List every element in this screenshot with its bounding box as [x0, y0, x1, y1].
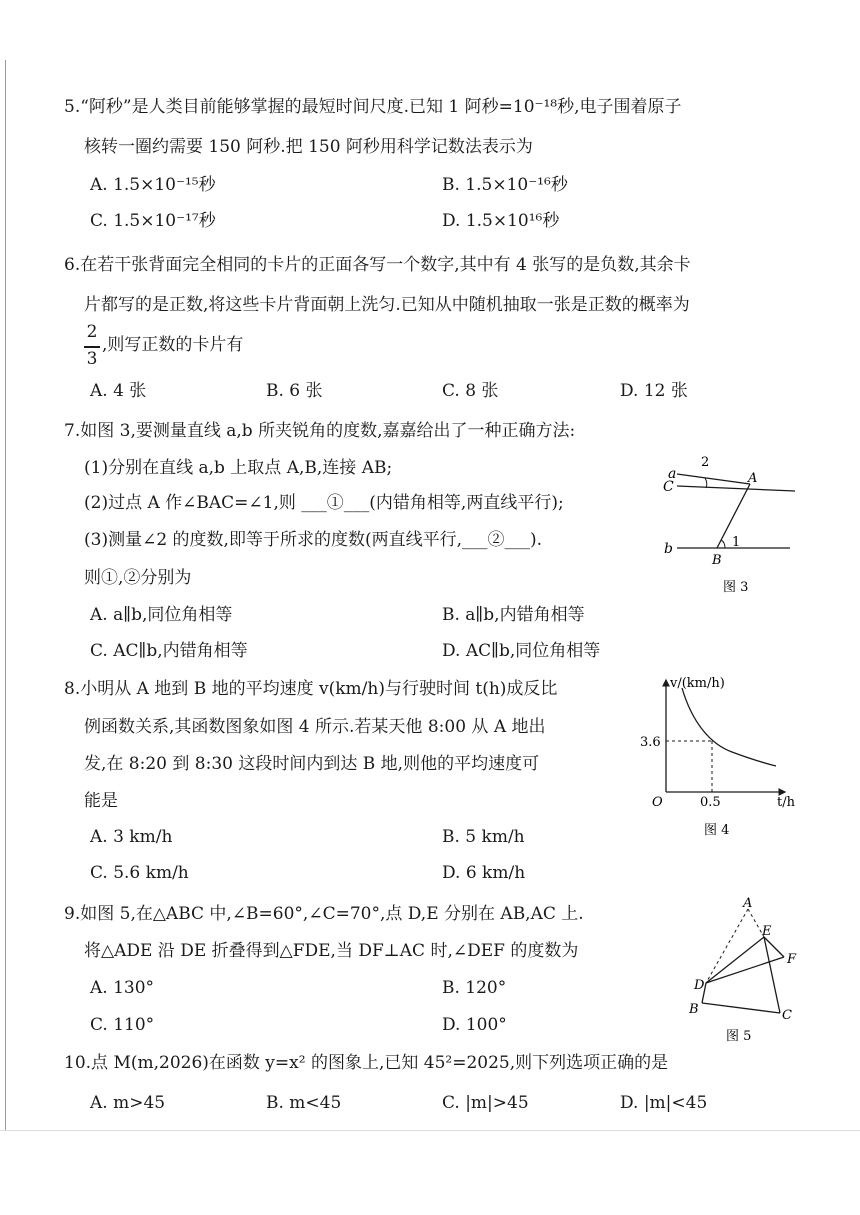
q6-option-d: D. 12 张 — [620, 381, 688, 401]
fig5-label-D: D — [694, 978, 705, 993]
q7-line1: 7.如图 3,要测量直线 a,b 所夹锐角的度数,嘉嘉给出了一种正确方法: — [64, 421, 576, 441]
figure-3 — [655, 450, 805, 600]
q9-option-c: C. 110° — [90, 1015, 155, 1035]
q6-fraction-numerator: 2 — [86, 322, 98, 342]
q10-option-c: C. |m|>45 — [442, 1093, 529, 1113]
fig4-caption: 图 4 — [704, 823, 730, 838]
fig3-label-B: B — [712, 553, 722, 568]
q8-line3: 发,在 8:20 到 8:30 这段时间内到达 B 地,则他的平均速度可 — [84, 754, 540, 774]
q10-line1: 10.点 M(m,2026)在函数 y=x² 的图象上,已知 45²=2025,则下列选项正确的是 — [64, 1053, 669, 1073]
q7-line3: (2)过点 A 作∠BAC=∠1,则 ___①___(内错角相等,两直线平行); — [84, 493, 564, 513]
fig3-label-1: 1 — [732, 535, 741, 550]
fig3-angle-1-arc — [721, 540, 725, 548]
q7-line4: (3)测量∠2 的度数,即等于所求的度数(两直线平行,___②___). — [84, 530, 543, 550]
q6-option-b: B. 6 张 — [266, 381, 323, 401]
fig5-caption: 图 5 — [726, 1029, 752, 1044]
q6-line3: ,则写正数的卡片有 — [102, 335, 244, 355]
fig3-angle-2-arc — [705, 478, 707, 488]
q5-option-d: D. 1.5×10¹⁶秒 — [442, 211, 560, 231]
q5-option-a: A. 1.5×10⁻¹⁵秒 — [90, 175, 216, 195]
q7-option-b: B. a∥b,内错角相等 — [442, 605, 585, 625]
q10-option-b: B. m<45 — [266, 1093, 342, 1113]
q6-option-a: A. 4 张 — [90, 381, 147, 401]
fig4-xtick: 0.5 — [700, 795, 721, 810]
q9-line1: 9.如图 5,在△ABC 中,∠B=60°,∠C=70°,点 D,E 分别在 AB,AC 上. — [64, 904, 584, 924]
fig5-segment-de — [706, 937, 764, 983]
q5-line2: 核转一圈约需要 150 阿秒.把 150 阿秒用科学记数法表示为 — [84, 137, 533, 157]
q7-option-d: D. AC∥b,同位角相等 — [442, 641, 601, 661]
figure-5 — [680, 895, 810, 1050]
q9-option-a: A. 130° — [90, 978, 155, 998]
q8-option-c: C. 5.6 km/h — [90, 863, 189, 883]
q9-option-d: D. 100° — [442, 1015, 507, 1035]
fig4-ytick: 3.6 — [640, 735, 661, 750]
q6-fraction-denominator: 3 — [86, 349, 98, 369]
q6-option-c: C. 8 张 — [442, 381, 499, 401]
q8-line4: 能是 — [84, 791, 118, 811]
q5-option-b: B. 1.5×10⁻¹⁶秒 — [442, 175, 568, 195]
page-bottom-line — [0, 1130, 860, 1131]
q5-line1: 5.“阿秒”是人类目前能够掌握的最短时间尺度.已知 1 阿秒=10⁻¹⁸秒,电子围着原子 — [64, 97, 682, 117]
fig4-xlabel: t/h — [777, 795, 795, 810]
figure-4 — [640, 672, 805, 842]
q8-option-d: D. 6 km/h — [442, 863, 526, 883]
q9-option-b: B. 120° — [442, 978, 507, 998]
fig5-label-E: E — [762, 924, 772, 939]
fig3-caption: 图 3 — [723, 580, 749, 595]
fig5-label-C: C — [782, 1008, 792, 1023]
fig3-label-C: C — [663, 479, 674, 495]
q7-line5: 则①,②分别为 — [84, 568, 192, 588]
q8-option-a: A. 3 km/h — [90, 827, 173, 847]
fig5-side-bc — [702, 1003, 780, 1013]
q7-option-c: C. AC∥b,内错角相等 — [90, 641, 248, 661]
q9-line2: 将△ADE 沿 DE 折叠得到△FDE,当 DF⊥AC 时,∠DEF 的度数为 — [84, 941, 579, 961]
q6-fraction-bar — [84, 346, 100, 348]
q8-option-b: B. 5 km/h — [442, 827, 525, 847]
q10-option-d: D. |m|<45 — [620, 1093, 708, 1113]
fig4-origin: O — [652, 795, 663, 810]
fig3-label-a: a — [668, 466, 677, 482]
q8-line1: 8.小明从 A 地到 B 地的平均速度 v(km/h)与行驶时间 t(h)成反比 — [64, 679, 558, 699]
q7-line2: (1)分别在直线 a,b 上取点 A,B,连接 AB; — [84, 458, 393, 478]
q5-option-c: C. 1.5×10⁻¹⁷秒 — [90, 211, 216, 231]
fig4-ylabel: v/(km/h) — [670, 676, 725, 691]
fig3-line-a — [677, 474, 750, 484]
fig4-curve — [682, 688, 776, 766]
fig3-line-ac — [677, 486, 795, 491]
fig5-side-ec — [764, 937, 780, 1013]
fig5-label-B: B — [689, 1002, 699, 1017]
q10-option-a: A. m>45 — [90, 1093, 166, 1113]
q7-option-a: A. a∥b,同位角相等 — [90, 605, 233, 625]
q8-line2: 例函数关系,其函数图象如图 4 所示.若某天他 8:00 从 A 地出 — [84, 717, 546, 737]
fig3-label-2: 2 — [701, 455, 710, 470]
fig5-label-F: F — [787, 952, 797, 967]
fig5-label-A: A — [743, 896, 753, 911]
q6-line2: 片都写的是正数,将这些卡片背面朝上洗匀.已知从中随机抽取一张是正数的概率为 — [84, 295, 690, 315]
q6-line1: 6.在若干张背面完全相同的卡片的正面各写一个数字,其中有 4 张写的是负数,其余卡 — [64, 255, 691, 275]
page-edge-line — [5, 60, 6, 1130]
fig3-label-b: b — [664, 541, 673, 557]
fig3-label-A: A — [748, 471, 758, 486]
q6-fraction — [84, 322, 100, 370]
fig5-dash-ad — [706, 909, 748, 983]
